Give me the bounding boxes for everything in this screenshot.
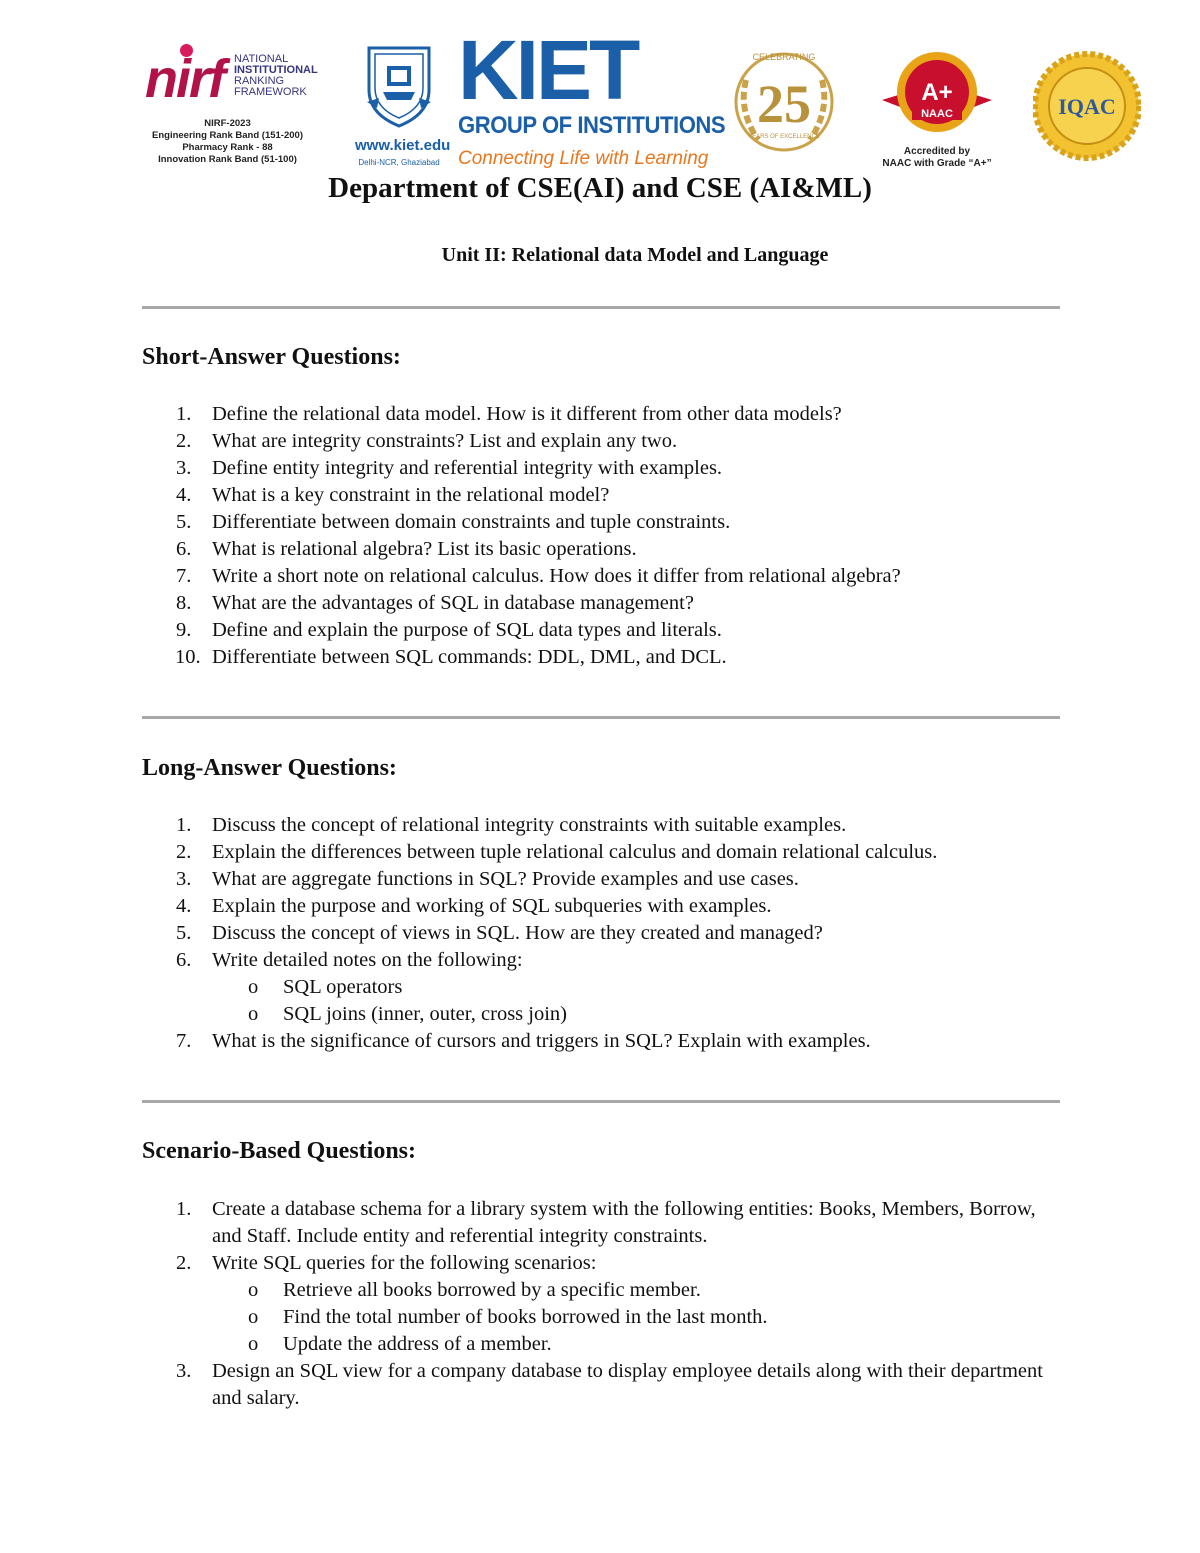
list-item (142, 482, 1102, 509)
sub-list-item (212, 1001, 1102, 1028)
department-title: Department of CSE(AI) and CSE (AI&ML) (328, 172, 872, 204)
naac-caption-line: NAAC with Grade “A+” (882, 158, 992, 169)
item-number: 4. (176, 895, 192, 917)
list-item (142, 947, 1102, 1028)
question-text: What are the advantages of SQL in database management? (212, 592, 694, 614)
sub-item-text: Retrieve all books borrowed by a specific member. (283, 1279, 701, 1301)
sub-item-text: Update the address of a member. (283, 1333, 552, 1355)
question-text: Define and explain the purpose of SQL data types and literals. (212, 619, 722, 641)
list-item (142, 428, 1102, 455)
question-text: What is relational algebra? List its basic operations. (212, 538, 637, 560)
kiet-location: Delhi-NCR, Ghaziabad (358, 158, 440, 167)
question-text: Explain the purpose and working of SQL subqueries with examples. (212, 895, 772, 917)
nirf-side-line: FRAMEWORK (234, 86, 307, 98)
item-number: 3. (176, 1360, 192, 1382)
sub-list-item (212, 974, 1102, 1001)
item-number: 7. (176, 1030, 192, 1052)
scenario-list (142, 1196, 1062, 1412)
list-item (142, 1358, 1062, 1412)
item-number: 2. (176, 1252, 192, 1274)
sub-list-item (212, 1277, 1062, 1304)
list-item (142, 644, 1102, 671)
nirf-ranking-info (140, 118, 315, 166)
item-number: 1. (176, 1198, 192, 1220)
naac-accreditation-logo (878, 44, 996, 174)
sub-item-text: SQL operators (283, 976, 403, 998)
list-item (142, 893, 1102, 920)
nirf-full-name (234, 54, 324, 98)
question-text: Create a database schema for a library system with the following entities: Books, Members, Borrow, and Staff. Include entity and referential integrity constraints. (212, 1198, 1036, 1247)
list-item (142, 509, 1102, 536)
question-text: Write SQL queries for the following scenarios: (212, 1252, 597, 1274)
iqac-seal-icon (1033, 42, 1141, 172)
nirf-wordmark: nirf (145, 49, 224, 109)
header-logo-banner (140, 23, 1140, 178)
naac-label: NAAC (921, 108, 953, 120)
item-number: 10. (175, 646, 201, 668)
question-text: Differentiate between SQL commands: DDL, DML, and DCL. (212, 646, 727, 668)
question-text: Discuss the concept of views in SQL. How are they created and managed? (212, 922, 823, 944)
item-number: 7. (176, 565, 192, 587)
question-text: What is the significance of cursors and triggers in SQL? Explain with examples. (212, 1030, 871, 1052)
nirf-info-line: Engineering Rank Band (151-200) (152, 130, 303, 141)
item-number: 1. (176, 403, 192, 425)
question-text: Explain the differences between tuple relational calculus and domain relational calculus. (212, 841, 938, 863)
list-item (142, 563, 1102, 590)
scenario-heading: Scenario-Based Questions: (142, 1138, 417, 1164)
question-text: Discuss the concept of relational integrity constraints with suitable examples. (212, 814, 847, 836)
nirf-side-line: NATIONAL (234, 53, 289, 65)
item-number: 4. (176, 484, 192, 506)
bullet-icon: o (248, 976, 259, 998)
naac-caption (878, 146, 996, 170)
item-number: 5. (176, 511, 192, 533)
nirf-side-line: RANKING (234, 75, 285, 87)
bullet-icon: o (248, 1003, 259, 1025)
jubilee-number: 25 (757, 74, 811, 134)
nirf-side-line: INSTITUTIONAL (234, 64, 318, 76)
list-item (142, 455, 1102, 482)
long-answer-heading: Long-Answer Questions: (142, 755, 397, 781)
list-item (142, 401, 1102, 428)
question-text: Write a short note on relational calculus. How does it differ from relational algebra? (212, 565, 901, 587)
nirf-info-line: Innovation Rank Band (51-100) (158, 154, 297, 165)
iqac-seal-logo (1033, 42, 1141, 172)
bullet-icon: o (248, 1306, 259, 1328)
kiet-wordmark-logo (458, 23, 726, 172)
list-item (142, 920, 1102, 947)
naac-grade: A+ (921, 79, 953, 106)
sub-item-text: Find the total number of books borrowed in the last month. (283, 1306, 768, 1328)
kiet-website: www.kiet.edu (355, 137, 451, 154)
question-text: Write detailed notes on the following: (212, 949, 523, 971)
kiet-tagline: Connecting Life with Learning (458, 148, 709, 169)
item-number: 9. (176, 619, 192, 641)
list-item (142, 812, 1102, 839)
section-divider (142, 306, 1060, 309)
unit-title: Unit II: Relational data Model and Language (441, 244, 829, 266)
nirf-info-line: NIRF-2023 (204, 118, 251, 129)
iqac-label: IQAC (1058, 94, 1116, 119)
section-divider (142, 716, 1060, 719)
kiet-group-name: GROUP OF INSTITUTIONS (458, 112, 726, 139)
laurel-wreath-icon (724, 40, 844, 170)
item-number: 3. (176, 457, 192, 479)
question-text: What is a key constraint in the relational model? (212, 484, 610, 506)
kiet-name: KIET (458, 23, 638, 117)
jubilee-sub: YEARS OF EXCELLENCE (748, 134, 820, 140)
item-number: 6. (176, 949, 192, 971)
kiet-shield-icon (363, 42, 435, 128)
list-item (142, 617, 1102, 644)
jubilee-25-years-logo (724, 40, 844, 170)
question-text: Differentiate between domain constraints and tuple constraints. (212, 511, 731, 533)
naac-caption-line: Accredited by (903, 146, 971, 157)
list-item (142, 1028, 1102, 1055)
kiet-emblem-logo (355, 42, 451, 174)
sub-list (212, 1277, 1062, 1358)
list-item (142, 1196, 1062, 1250)
question-text: Design an SQL view for a company database to display employee details along with their department and salary. (212, 1360, 1043, 1409)
item-number: 3. (176, 868, 192, 890)
sub-list (212, 974, 1102, 1028)
question-text: What are aggregate functions in SQL? Provide examples and use cases. (212, 868, 799, 890)
item-number: 1. (176, 814, 192, 836)
item-number: 6. (176, 538, 192, 560)
naac-medal-icon (878, 44, 996, 144)
short-answer-list (142, 401, 1102, 671)
list-item (142, 839, 1102, 866)
item-number: 2. (176, 430, 192, 452)
question-text: What are integrity constraints? List and explain any two. (212, 430, 678, 452)
list-item (142, 866, 1102, 893)
nirf-info-line: Pharmacy Rank - 88 (182, 142, 273, 153)
list-item (142, 536, 1102, 563)
jubilee-celebrating: CELEBRATING (752, 52, 816, 62)
list-item (142, 590, 1102, 617)
item-number: 5. (176, 922, 192, 944)
sub-list-item (212, 1331, 1062, 1358)
item-number: 2. (176, 841, 192, 863)
item-number: 8. (176, 592, 192, 614)
sub-list-item (212, 1304, 1062, 1331)
question-text: Define the relational data model. How is it different from other data models? (212, 403, 842, 425)
sub-item-text: SQL joins (inner, outer, cross join) (283, 1003, 567, 1025)
bullet-icon: o (248, 1279, 259, 1301)
question-text: Define entity integrity and referential integrity with examples. (212, 457, 723, 479)
nirf-logo (140, 38, 318, 168)
bullet-icon: o (248, 1333, 259, 1355)
list-item (142, 1250, 1062, 1358)
section-divider (142, 1100, 1060, 1103)
short-answer-heading: Short-Answer Questions: (142, 344, 401, 370)
long-answer-list (142, 812, 1102, 1055)
